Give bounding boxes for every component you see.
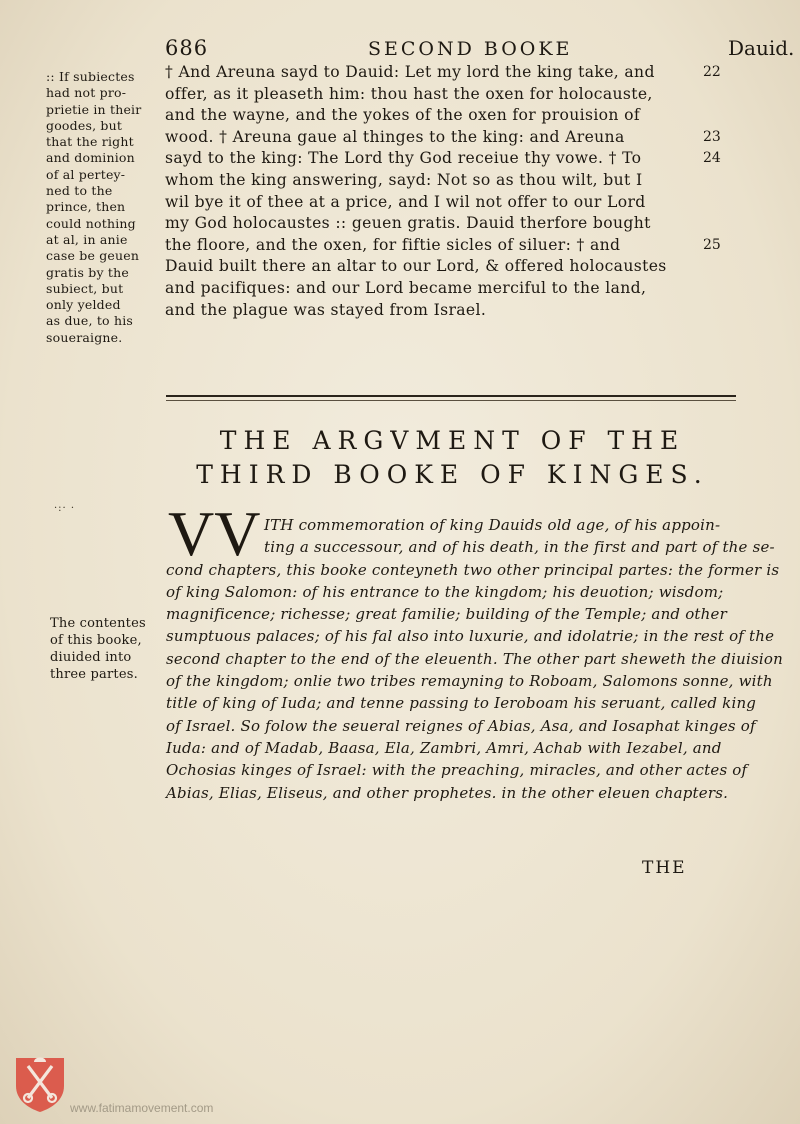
margin-note-line: ned to the: [46, 183, 113, 199]
verse-line: Dauid built there an altar to our Lord, & offered holocaustes: [165, 257, 667, 276]
drop-cap: VV: [168, 498, 261, 569]
page-number: 686: [165, 36, 209, 60]
argument-line: magnificence; richesse; great familie; building of the Temple; and other: [166, 605, 727, 624]
margin-note-line: of al pertey-: [46, 166, 126, 182]
running-head-name: Dauid.: [728, 36, 795, 60]
argument-line: Abias, Elias, Eliseus, and other prophetes. in the other eleuen chapters.: [166, 783, 729, 802]
verse-number: 23: [703, 128, 721, 145]
argument-title-line-2: THIRD BOOKE OF KINGES.: [196, 460, 709, 489]
margin-note-line: diuided into: [50, 650, 132, 665]
verse-line: wil bye it of thee at a price, and I wil not offer to our Lord: [165, 192, 646, 211]
margin-note-contents: [50, 615, 164, 683]
margin-note-line: only yelded: [46, 297, 121, 313]
section-divider-thin: [166, 400, 736, 401]
margin-note-line: gratis by the: [46, 264, 129, 280]
verse-line: my God holocaustes :: geuen gratis. Dauid therfore bought: [165, 214, 651, 233]
verse-line: † And Areuna sayd to Dauid: Let my lord the king take, and: [165, 63, 655, 81]
verse-line: offer, as it pleaseth him: thou hast the oxen for holocauste,: [165, 84, 653, 103]
papal-keys-emblem-icon: [12, 1052, 68, 1114]
verse-line: sayd to the king: The Lord thy God receiue thy vowe. † To: [165, 149, 642, 168]
argument-line: title of king of Iuda; and tenne passing to Ieroboam his seruant, called king: [166, 694, 757, 713]
margin-note-line: subiect, but: [46, 280, 124, 296]
argument-title: [160, 424, 745, 492]
margin-note-line: case be geuen: [46, 248, 140, 264]
argument-line: cond chapters, this booke conteyneth two other principal partes: the former is: [166, 560, 780, 579]
verse-number: [703, 84, 743, 106]
margin-note-line: as due, to his: [46, 313, 134, 329]
argument-line: sumptuous palaces; of his fal also into luxurie, and idolatrie; in the rest of the: [166, 627, 775, 646]
margin-note-line: goodes, but: [46, 117, 123, 133]
verse-number: 25: [703, 236, 721, 253]
margin-note-line: The contentes: [50, 616, 146, 631]
argument-line: Ochosias kinges of Israel: with the preaching, miracles, and other actes of: [166, 761, 748, 780]
margin-note-line: and dominion: [46, 150, 135, 166]
verse-number: 22: [703, 64, 721, 80]
footer-url[interactable]: www.fatimamovement.com: [70, 1101, 214, 1115]
verse-number: [703, 256, 743, 278]
catchword: THE: [642, 858, 687, 878]
verse-number: [703, 192, 743, 214]
argument-line: of the kingdom; onlie two tribes remayning to Roboam, Salomons sonne, with: [166, 672, 773, 691]
argument-line: Iuda: and of Madab, Baasa, Ela, Zambri, Amri, Achab with Iezabel, and: [166, 738, 722, 757]
argument-title-line-1: THE ARGVMENT OF THE: [219, 426, 686, 455]
verse-number: 24: [703, 150, 721, 167]
verse-text: [165, 62, 705, 321]
margin-note-property: [46, 69, 158, 346]
margin-note-line: that the right: [46, 134, 134, 150]
argument-line: ting a successour, and of his death, in the first and part of the se-: [264, 538, 775, 557]
verse-number: [703, 278, 743, 300]
section-divider: [166, 395, 736, 397]
verse-numbers: [703, 62, 743, 321]
argument-line: of Israel. So folow the seueral reignes of Abias, Asa, and Iosaphat kinges of: [166, 716, 756, 735]
argument-line: second chapter to the end of the eleuenth. The other part sheweth the diuision: [166, 649, 783, 668]
margin-note-line: soueraigne.: [46, 329, 123, 345]
verse-line: and the plague was stayed from Israel.: [165, 300, 487, 319]
verse-line: wood. † Areuna gaue al thinges to the king: and Areuna: [165, 127, 625, 146]
margin-note-line: :: If subiectes: [46, 69, 135, 84]
running-head-title: SECOND BOOKE: [368, 38, 573, 60]
argument-body: [166, 514, 783, 804]
verse-line: and the wayne, and the yokes of the oxen for prouision of: [165, 106, 640, 125]
verse-line: and pacifiques: and our Lord became merciful to the land,: [165, 278, 647, 297]
margin-note-line: prietie in their: [46, 101, 142, 117]
margin-note-line: of this booke,: [50, 633, 142, 648]
argument-line: of king Salomon: of his entrance to the kingdom; his deuotion; wisdom;: [166, 582, 724, 601]
margin-ornament: ·:· ·: [54, 503, 76, 514]
margin-note-line: at al, in anie: [46, 231, 128, 247]
margin-note-line: could nothing: [46, 215, 136, 231]
argument-line: ITH commemoration of king Dauids old age, of his appoin-: [264, 516, 721, 534]
verse-number: [703, 213, 743, 235]
verse-number: [703, 105, 743, 127]
verse-line: whom the king answering, sayd: Not so as thou wilt, but I: [165, 170, 643, 189]
verse-number: [703, 300, 743, 322]
margin-note-line: three partes.: [50, 667, 138, 682]
margin-note-line: had not pro-: [46, 85, 127, 101]
verse-line: the floore, and the oxen, for fiftie sicles of siluer: † and: [165, 235, 621, 254]
margin-note-line: prince, then: [46, 199, 126, 215]
verse-number: [703, 170, 743, 192]
